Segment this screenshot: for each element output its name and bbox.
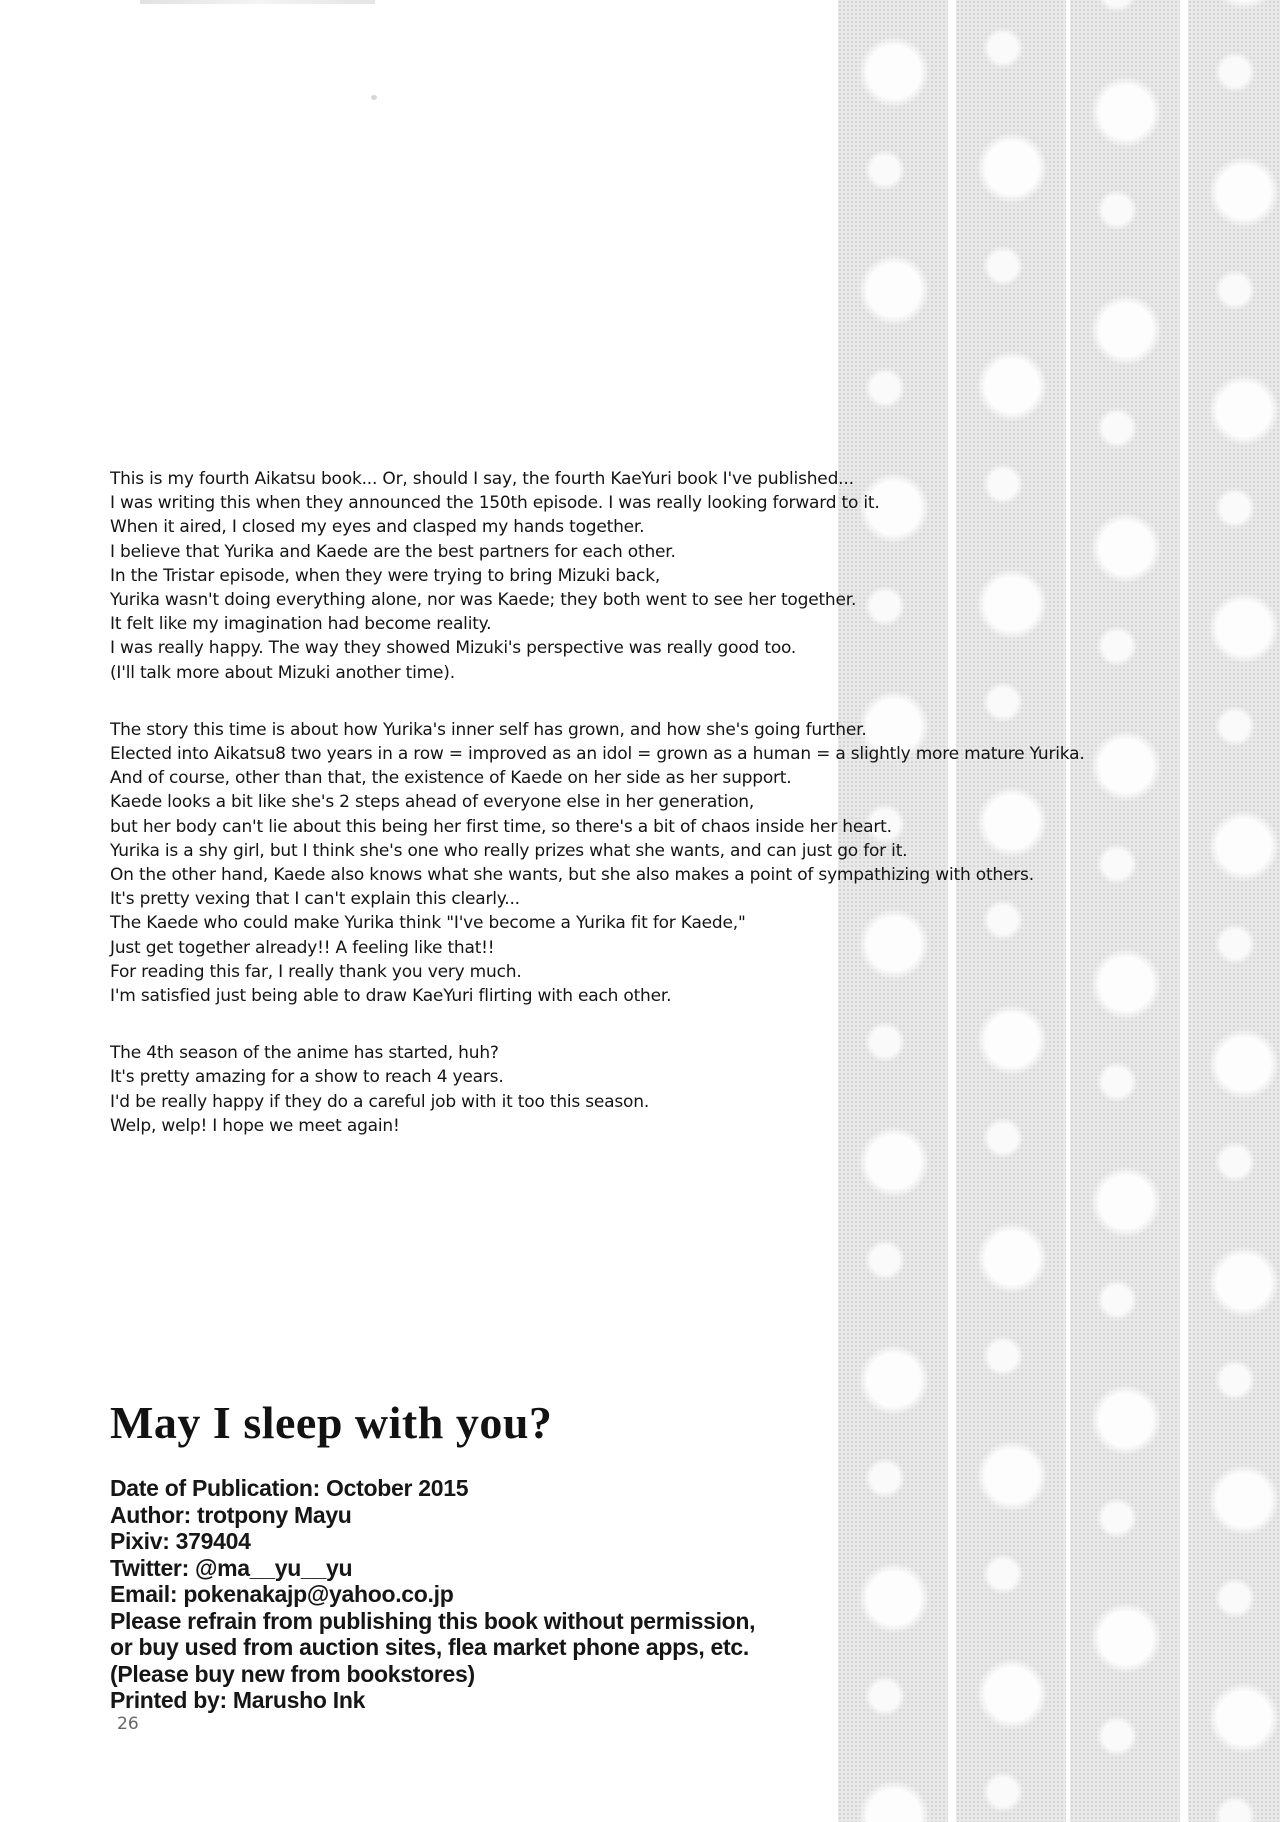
afterword-line: For reading this far, I really thank you very much. (110, 961, 522, 982)
afterword-line: Kaede looks a bit like she's 2 steps ahead of everyone else in her generation, (110, 792, 755, 813)
book-title: May I sleep with you? (110, 1397, 553, 1448)
afterword-line: This is my fourth Aikatsu book... Or, should I say, the fourth KaeYuri book I've published... (110, 469, 854, 489)
colophon-line: Printed by: Marusho Ink (110, 1687, 366, 1713)
afterword-line: When it aired, I closed my eyes and clasped my hands together. (110, 517, 645, 538)
afterword-line: On the other hand, Kaede also knows what she wants, but she also makes a point of sympathizing with others. (110, 865, 1034, 886)
colophon-line: Pixiv: 379404 (110, 1528, 251, 1554)
lace-band (1070, 0, 1180, 1822)
afterword-paragraph (110, 467, 1085, 685)
afterword-line: And of course, other than that, the existence of Kaede on her side as her support. (110, 768, 792, 789)
colophon-line: or buy used from auction sites, flea market phone apps, etc. (110, 1634, 749, 1660)
afterword-line: It's pretty amazing for a show to reach 4 years. (110, 1067, 504, 1088)
afterword-line: (I'll talk more about Mizuki another time). (110, 662, 455, 683)
afterword-line: Just get together already!! A feeling like that!! (110, 937, 495, 958)
colophon-lines (110, 1475, 755, 1714)
afterword-line: Yurika wasn't doing everything alone, nor was Kaede; they both went to see her together. (110, 590, 857, 611)
afterword-line: I believe that Yurika and Kaede are the best partners for each other. (110, 541, 676, 562)
scan-speck (371, 95, 377, 100)
colophon-line: (Please buy new from bookstores) (110, 1660, 475, 1687)
lace-band (1188, 0, 1280, 1822)
afterword-line: I'd be really happy if they do a careful job with it too this season. (110, 1091, 650, 1112)
afterword-line: Yurika is a shy girl, but I think she's one who really prizes what she wants, and can just go for it. (110, 840, 908, 861)
afterword-paragraph (110, 718, 1085, 1008)
afterword-text (110, 467, 1085, 1171)
afterword-line: Elected into Aikatsu8 two years in a row = improved as an idol = grown as a human = a slightly more mature Yurika. (110, 744, 1085, 765)
scan-smudge (140, 0, 375, 4)
afterword-line: I was really happy. The way they showed Mizuki's perspective was really good too. (110, 638, 797, 659)
afterword-line: I was writing this when they announced the 150th episode. I was really looking forward to it. (110, 493, 880, 514)
page-number: 26 (117, 1714, 139, 1734)
afterword-line: The story this time is about how Yurika's inner self has grown, and how she's going further. (110, 719, 867, 740)
afterword-line: The 4th season of the anime has started, huh? (110, 1043, 499, 1064)
colophon-line: Date of Publication: October 2015 (110, 1475, 469, 1501)
afterword-line: I'm satisfied just being able to draw KaeYuri flirting with each other. (110, 986, 672, 1007)
afterword-line: The Kaede who could make Yurika think "I've become a Yurika fit for Kaede," (110, 913, 746, 934)
colophon-line: Author: trotpony Mayu (110, 1501, 352, 1528)
colophon-line: Email: pokenakajp@yahoo.co.jp (110, 1581, 454, 1607)
afterword-line: Welp, welp! I hope we meet again! (110, 1115, 400, 1136)
afterword-paragraph (110, 1041, 1085, 1138)
afterword-line: It's pretty vexing that I can't explain this clearly... (110, 889, 520, 910)
colophon-block (110, 1396, 755, 1714)
colophon-line: Twitter: @ma__yu__yu (110, 1554, 353, 1581)
colophon-line: Please refrain from publishing this book without permission, (110, 1607, 756, 1634)
afterword-line: but her body can't lie about this being her first time, so there's a bit of chaos inside her heart. (110, 816, 892, 837)
afterword-line: It felt like my imagination had become reality. (110, 614, 492, 635)
afterword-line: In the Tristar episode, when they were trying to bring Mizuki back, (110, 565, 661, 586)
